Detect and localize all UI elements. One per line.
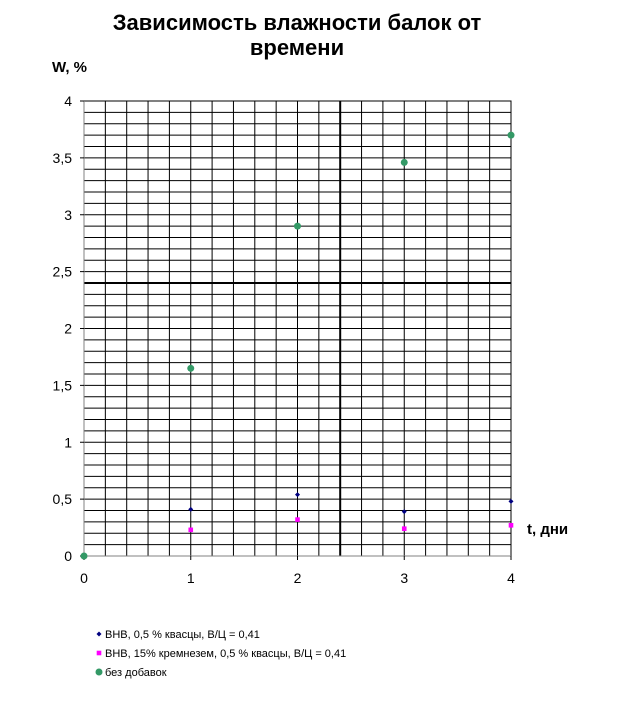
data-point-series-2 [188,528,193,533]
y-axis-title: W, % [52,59,88,76]
data-point-series-3 [401,159,408,166]
y-tick-label: 1,5 [52,377,72,394]
chart-title-line-1: Зависимость влажности балок от [112,10,482,35]
x-tick-label: 3 [400,570,409,586]
data-point-series-3 [294,223,301,230]
y-tick-label: 4 [64,93,72,109]
x-tick-label: 1 [186,570,195,586]
legend-marker-series-1 [97,632,102,637]
legend-label-series-2: ВНВ, 15% кремнезем, 0,5 % квасцы, В/Ц = 0,41 [105,648,347,660]
legend [96,629,347,679]
data-point-series-3 [508,132,515,139]
x-tick-label: 4 [507,570,515,586]
x-tick-label: 0 [80,570,88,586]
data-point-series-3 [187,365,194,372]
legend-marker-series-3 [96,669,103,676]
y-tick-label: 0 [64,548,72,564]
y-tick-label: 2,5 [52,263,72,280]
chart-title-line-2: времени [249,35,345,60]
data-point-series-2 [402,526,407,531]
data-point-series-2 [509,523,514,528]
plot-area [53,93,516,586]
y-tick-label: 0,5 [52,491,72,508]
y-tick-label: 2 [64,320,72,337]
y-tick-label: 3,5 [52,149,72,166]
y-tick-label: 3 [64,206,72,223]
x-tick-label: 2 [293,570,302,586]
x-axis-title: t, дни [527,521,569,538]
data-point-series-2 [295,517,300,522]
legend-label-series-3: без добавок [105,667,167,679]
data-point-series-3 [81,553,88,560]
legend-label-series-1: ВНВ, 0,5 % квасцы, В/Ц = 0,41 [105,629,260,641]
legend-marker-series-2 [97,651,102,656]
y-tick-label: 1 [64,434,72,451]
